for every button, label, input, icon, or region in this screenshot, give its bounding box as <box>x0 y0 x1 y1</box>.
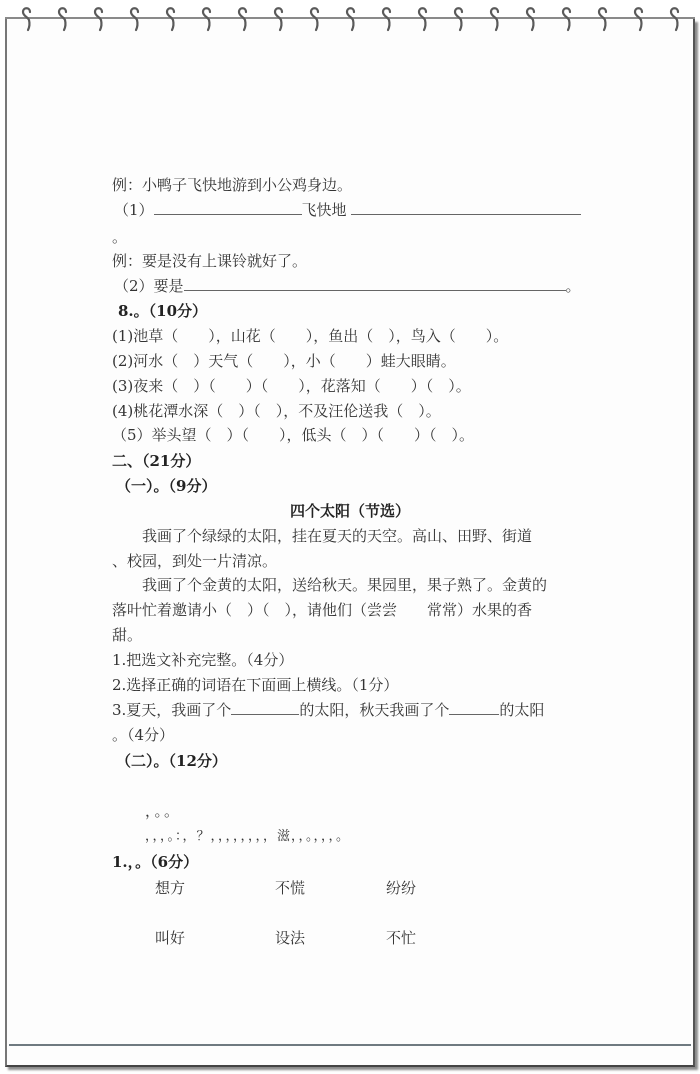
exercise-2: （2）要是 。 <box>114 277 581 295</box>
spiral-ring-icon <box>488 4 502 32</box>
answer-blank[interactable] <box>154 200 302 215</box>
answer-blank[interactable] <box>449 700 499 715</box>
spiral-ring-icon <box>164 4 178 32</box>
punctuation-line-1: ，。。 <box>145 802 182 820</box>
spiral-ring-icon <box>236 4 250 32</box>
q8-line-5: （5）举头望（ ）（ ），低头（ ）（ ）（ ）。 <box>112 426 475 444</box>
question-2: 2.选择正确的词语在下面画上横线。（1分） <box>112 676 399 694</box>
footer-rule <box>9 1044 691 1046</box>
question-3: 3.夏天，我画了个 的太阳，秋天我画了个 的太阳 <box>112 701 545 719</box>
passage-line-3: 我画了个金黄的太阳，送给秋天。果园里，果子熟了。金黄的 <box>112 576 548 594</box>
answer-blank[interactable] <box>231 700 299 715</box>
spiral-ring-icon <box>272 4 286 32</box>
word-choice[interactable]: 不忙 <box>386 929 417 947</box>
word-choice[interactable]: 叫好 <box>155 929 186 947</box>
spiral-ring-icon <box>344 4 358 32</box>
question-1: 1.把选文补充完整。（4分） <box>112 651 294 669</box>
q8-line-1: (1)池草（ ），山花（ ），鱼出（ ），鸟入（ ）。 <box>112 327 509 345</box>
word-choice[interactable]: 不慌 <box>275 879 306 897</box>
q8-line-2: (2)河水（ ）天气（ ），小（ ）蛙大眼睛。 <box>112 352 456 370</box>
q8-line-3: (3)夜来（ ）（ ）（ ），花落知（ ）（ ）。 <box>112 377 471 395</box>
spiral-ring-icon <box>200 4 214 32</box>
passage-line-1: 我画了个绿绿的太阳，挂在夏天的天空。高山、田野、街道 <box>112 527 533 545</box>
spiral-ring-icon <box>596 4 610 32</box>
spiral-ring-icon <box>56 4 70 32</box>
passage-title: 四个太阳（节选） <box>289 502 410 520</box>
spiral-ring-icon <box>380 4 394 32</box>
punctuation-line-2: ，，，。：，？，，，，，，，，滋，，。，，，。 <box>145 829 351 844</box>
section-2-title: 二、（21分） <box>112 452 201 470</box>
q8-line-4: (4)桃花潭水深（ ）（ ），不及汪伦送我（ ）。 <box>112 402 441 420</box>
exercise-1: （1） 飞快地 <box>114 200 581 220</box>
part-2-title: （二）。（12分） <box>116 752 227 770</box>
spiral-ring-icon <box>128 4 142 32</box>
part-1-title: （一）。（9分） <box>116 477 217 495</box>
spiral-ring-icon <box>668 4 682 32</box>
answer-blank[interactable] <box>184 276 566 291</box>
spiral-ring-icon <box>416 4 430 32</box>
word-choice[interactable]: 纷纷 <box>386 879 417 897</box>
answer-blank[interactable] <box>351 200 581 215</box>
spiral-ring-icon <box>632 4 646 32</box>
exercise-1-end: 。 <box>112 228 128 246</box>
question-8-title: 8.。（10分） <box>118 302 208 320</box>
passage-line-2: 、校园，到处一片清凉。 <box>112 552 278 570</box>
example-2: 例：要是没有上课铃就好了。 <box>112 252 308 270</box>
passage-line-4: 落叶忙着邀请小（ ）（ ），请他们（尝尝 常常）水果的香 <box>112 601 533 619</box>
word-choice[interactable]: 设法 <box>275 929 306 947</box>
question-1-title: 1.，。（6分） <box>112 853 199 871</box>
passage-line-5: 甜。 <box>112 626 143 644</box>
question-3-end: 。（4分） <box>112 726 175 744</box>
spiral-ring-icon <box>452 4 466 32</box>
spiral-ring-icon <box>308 4 322 32</box>
example-1: 例：小鸭子飞快地游到小公鸡身边。 <box>112 176 353 194</box>
spiral-ring-icon <box>560 4 574 32</box>
spiral-ring-icon <box>524 4 538 32</box>
word-choice[interactable]: 想方 <box>155 879 186 897</box>
spiral-ring-icon <box>92 4 106 32</box>
spiral-ring-icon <box>20 4 34 32</box>
